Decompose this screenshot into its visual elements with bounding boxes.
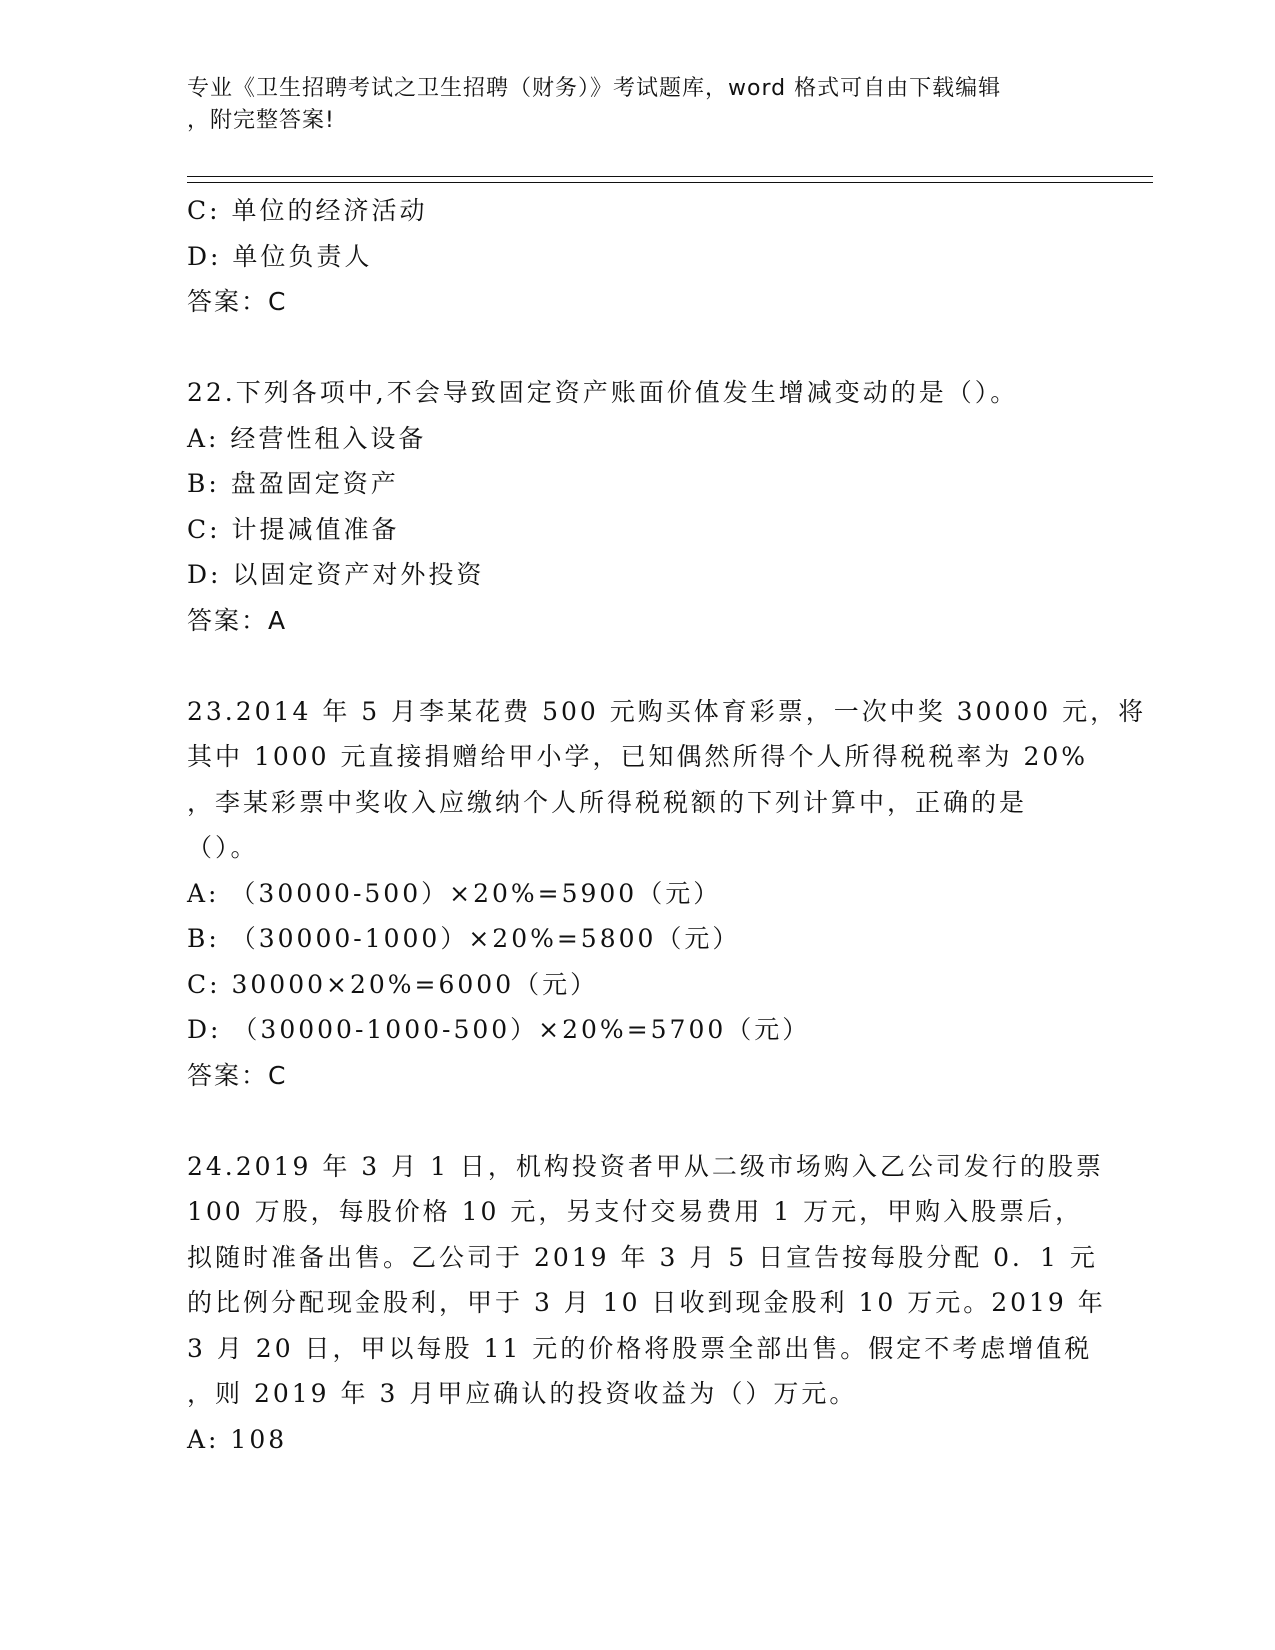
question-text: ，则 2019 年 3 月甲应确认的投资收益为（）万元。 xyxy=(187,1379,858,1408)
spacer xyxy=(187,325,1107,371)
question-text: ，李某彩票中奖收入应缴纳个人所得税税额的下列计算中，正确的是 xyxy=(187,787,1028,817)
option-c: C: 计提减值准备 xyxy=(187,514,400,544)
question-21-continuation xyxy=(187,188,1107,325)
header-title-line-1: 专业《卫生招聘考试之卫生招聘（财务）》考试题库，word 格式可自由下载编辑 xyxy=(187,76,1002,101)
spacer xyxy=(187,643,1107,689)
question-text: 3 月 20 日，甲以每股 11 元的价格将股票全部出售。假定不考虑增值税 xyxy=(187,1333,1093,1363)
question-text: 22.下列各项中,不会导致固定资产账面价值发生增减变动的是（）。 xyxy=(187,378,1019,407)
question-text: 24.2019 年 3 月 1 日，机构投资者甲从二级市场购入乙公司发行的股票 xyxy=(187,1151,1104,1181)
option-a: A: 108 xyxy=(187,1424,288,1454)
question-text: （）。 xyxy=(187,833,259,862)
option-a: A: 经营性租入设备 xyxy=(187,423,427,453)
question-22 xyxy=(187,370,1107,643)
header-rule-bottom xyxy=(187,182,1153,183)
answer-line: 答案：A xyxy=(187,605,288,635)
option-a: A: （30000-500）×20%=5900（元） xyxy=(187,878,722,908)
document-header xyxy=(187,73,1087,137)
option-c: C: 单位的经济活动 xyxy=(187,196,428,225)
question-text: 拟随时准备出售。乙公司于 2019 年 3 月 5 日宣告按每股分配 0．1 元 xyxy=(187,1242,1098,1272)
option-b: B: 盘盈固定资产 xyxy=(187,469,399,498)
answer-line: 答案：C xyxy=(187,1060,288,1090)
question-text: 其中 1000 元直接捐赠给甲小学，已知偶然所得个人所得税税率为 20% xyxy=(187,742,1089,771)
option-c: C: 30000×20%=6000（元） xyxy=(187,969,599,999)
answer-line: 答案：C xyxy=(187,287,288,316)
option-b: B: （30000-1000）×20%=5800（元） xyxy=(187,924,741,953)
document-body xyxy=(187,188,1147,1462)
question-24 xyxy=(187,1144,1107,1463)
question-text: 的比例分配现金股利，甲于 3 月 10 日收到现金股利 10 万元。2019 年 xyxy=(187,1288,1106,1317)
spacer xyxy=(187,1098,1107,1144)
option-d: D: （30000-1000-500）×20%=5700（元） xyxy=(187,1015,811,1044)
option-d: D: 单位负责人 xyxy=(187,241,373,271)
header-rule-top xyxy=(187,176,1153,177)
question-23 xyxy=(187,689,1147,1099)
question-text: 23.2014 年 5 月李某花费 500 元购买体育彩票，一次中奖 30000 元，将 xyxy=(187,696,1147,726)
header-title-line-2: ，附完整答案! xyxy=(187,108,335,133)
question-text: 100 万股，每股价格 10 元，另支付交易费用 1 万元，甲购入股票后， xyxy=(187,1197,1084,1226)
option-d: D: 以固定资产对外投资 xyxy=(187,560,485,589)
